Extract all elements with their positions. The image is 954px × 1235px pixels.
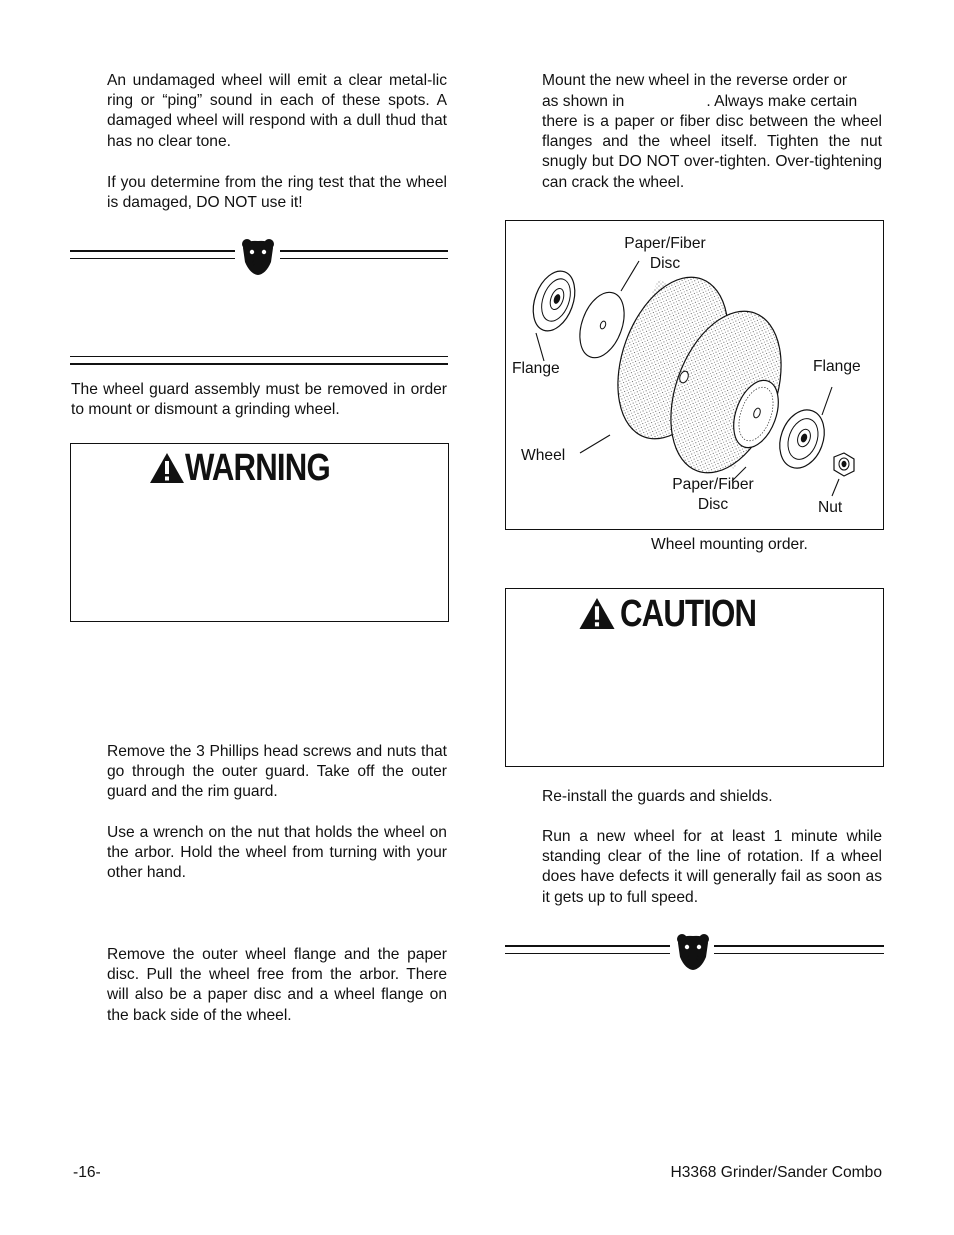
warning-triangle-icon	[149, 452, 185, 484]
label-paper-disc-top: Paper/Fiber Disc	[624, 235, 706, 272]
label-paper-disc-bottom: Paper/Fiber Disc	[672, 476, 754, 513]
bear-logo-icon	[238, 236, 278, 276]
ring-fail-paragraph: If you determine from the ring test that the wheel is damaged, DO NOT use it!	[107, 174, 447, 212]
mount-paragraph: there is a paper or fiber disc between the wheel flanges and the wheel itself. Tighten the nut snugly but DO NOT over-tighten. Over-tightening can crack the wheel.	[542, 113, 882, 191]
step-flange-paragraph: Remove the outer wheel flange and the paper disc. Pull the wheel free from the arbor. There will also be a paper disc and a wheel flange on the back side of the wheel.	[107, 946, 447, 1024]
bear-logo-icon	[673, 931, 713, 971]
grinding-wheel-shape	[597, 262, 801, 488]
mount-line-2-prefix: as shown in	[542, 93, 625, 110]
page-number: -16-	[73, 1164, 101, 1181]
guard-note-paragraph: The wheel guard assembly must be removed in order to mount or dismount a grinding wheel.	[71, 381, 447, 419]
footer-model: H3368 Grinder/Sander Combo	[670, 1164, 882, 1181]
figure-caption: Wheel mounting order.	[651, 536, 808, 553]
warning-heading: WARNING	[185, 446, 330, 489]
label-nut: Nut	[818, 499, 843, 516]
warning-box	[70, 443, 449, 622]
reinstall-paragraph: Re-install the guards and shields.	[542, 788, 773, 805]
label-flange-left: Flange	[512, 360, 560, 377]
label-flange-right: Flange	[813, 358, 861, 375]
caution-triangle-icon	[578, 597, 616, 630]
left-flange-shape	[526, 265, 583, 336]
caution-heading: CAUTION	[620, 592, 757, 635]
mount-line-1: Mount the new wheel in the reverse order or	[542, 72, 848, 89]
ring-result-paragraph: An undamaged wheel will emit a clear metal-lic ring or “ping” sound in each of these spots. A damaged wheel will respond with a dull thud that has no clear tone.	[107, 72, 447, 150]
nut-shape	[834, 453, 854, 476]
run-test-paragraph: Run a new wheel for at least 1 minute while standing clear of the line of rotation. If a wheel does have defects it will generally fail as soon as it gets up to full speed.	[542, 828, 882, 906]
caution-box	[505, 588, 884, 767]
step-screws-paragraph: Remove the 3 Phillips head screws and nuts that go through the outer guard. Take off the outer guard and the rim guard.	[107, 743, 447, 801]
mount-line-2	[542, 92, 882, 112]
wheel-mounting-figure	[505, 220, 884, 530]
right-flange-shape	[772, 404, 832, 475]
mount-line-2-suffix: . Always make certain	[706, 93, 858, 110]
label-wheel: Wheel	[521, 447, 566, 464]
step-wrench-paragraph: Use a wrench on the nut that holds the wheel on the arbor. Hold the wheel from turning with your other hand.	[107, 824, 447, 882]
